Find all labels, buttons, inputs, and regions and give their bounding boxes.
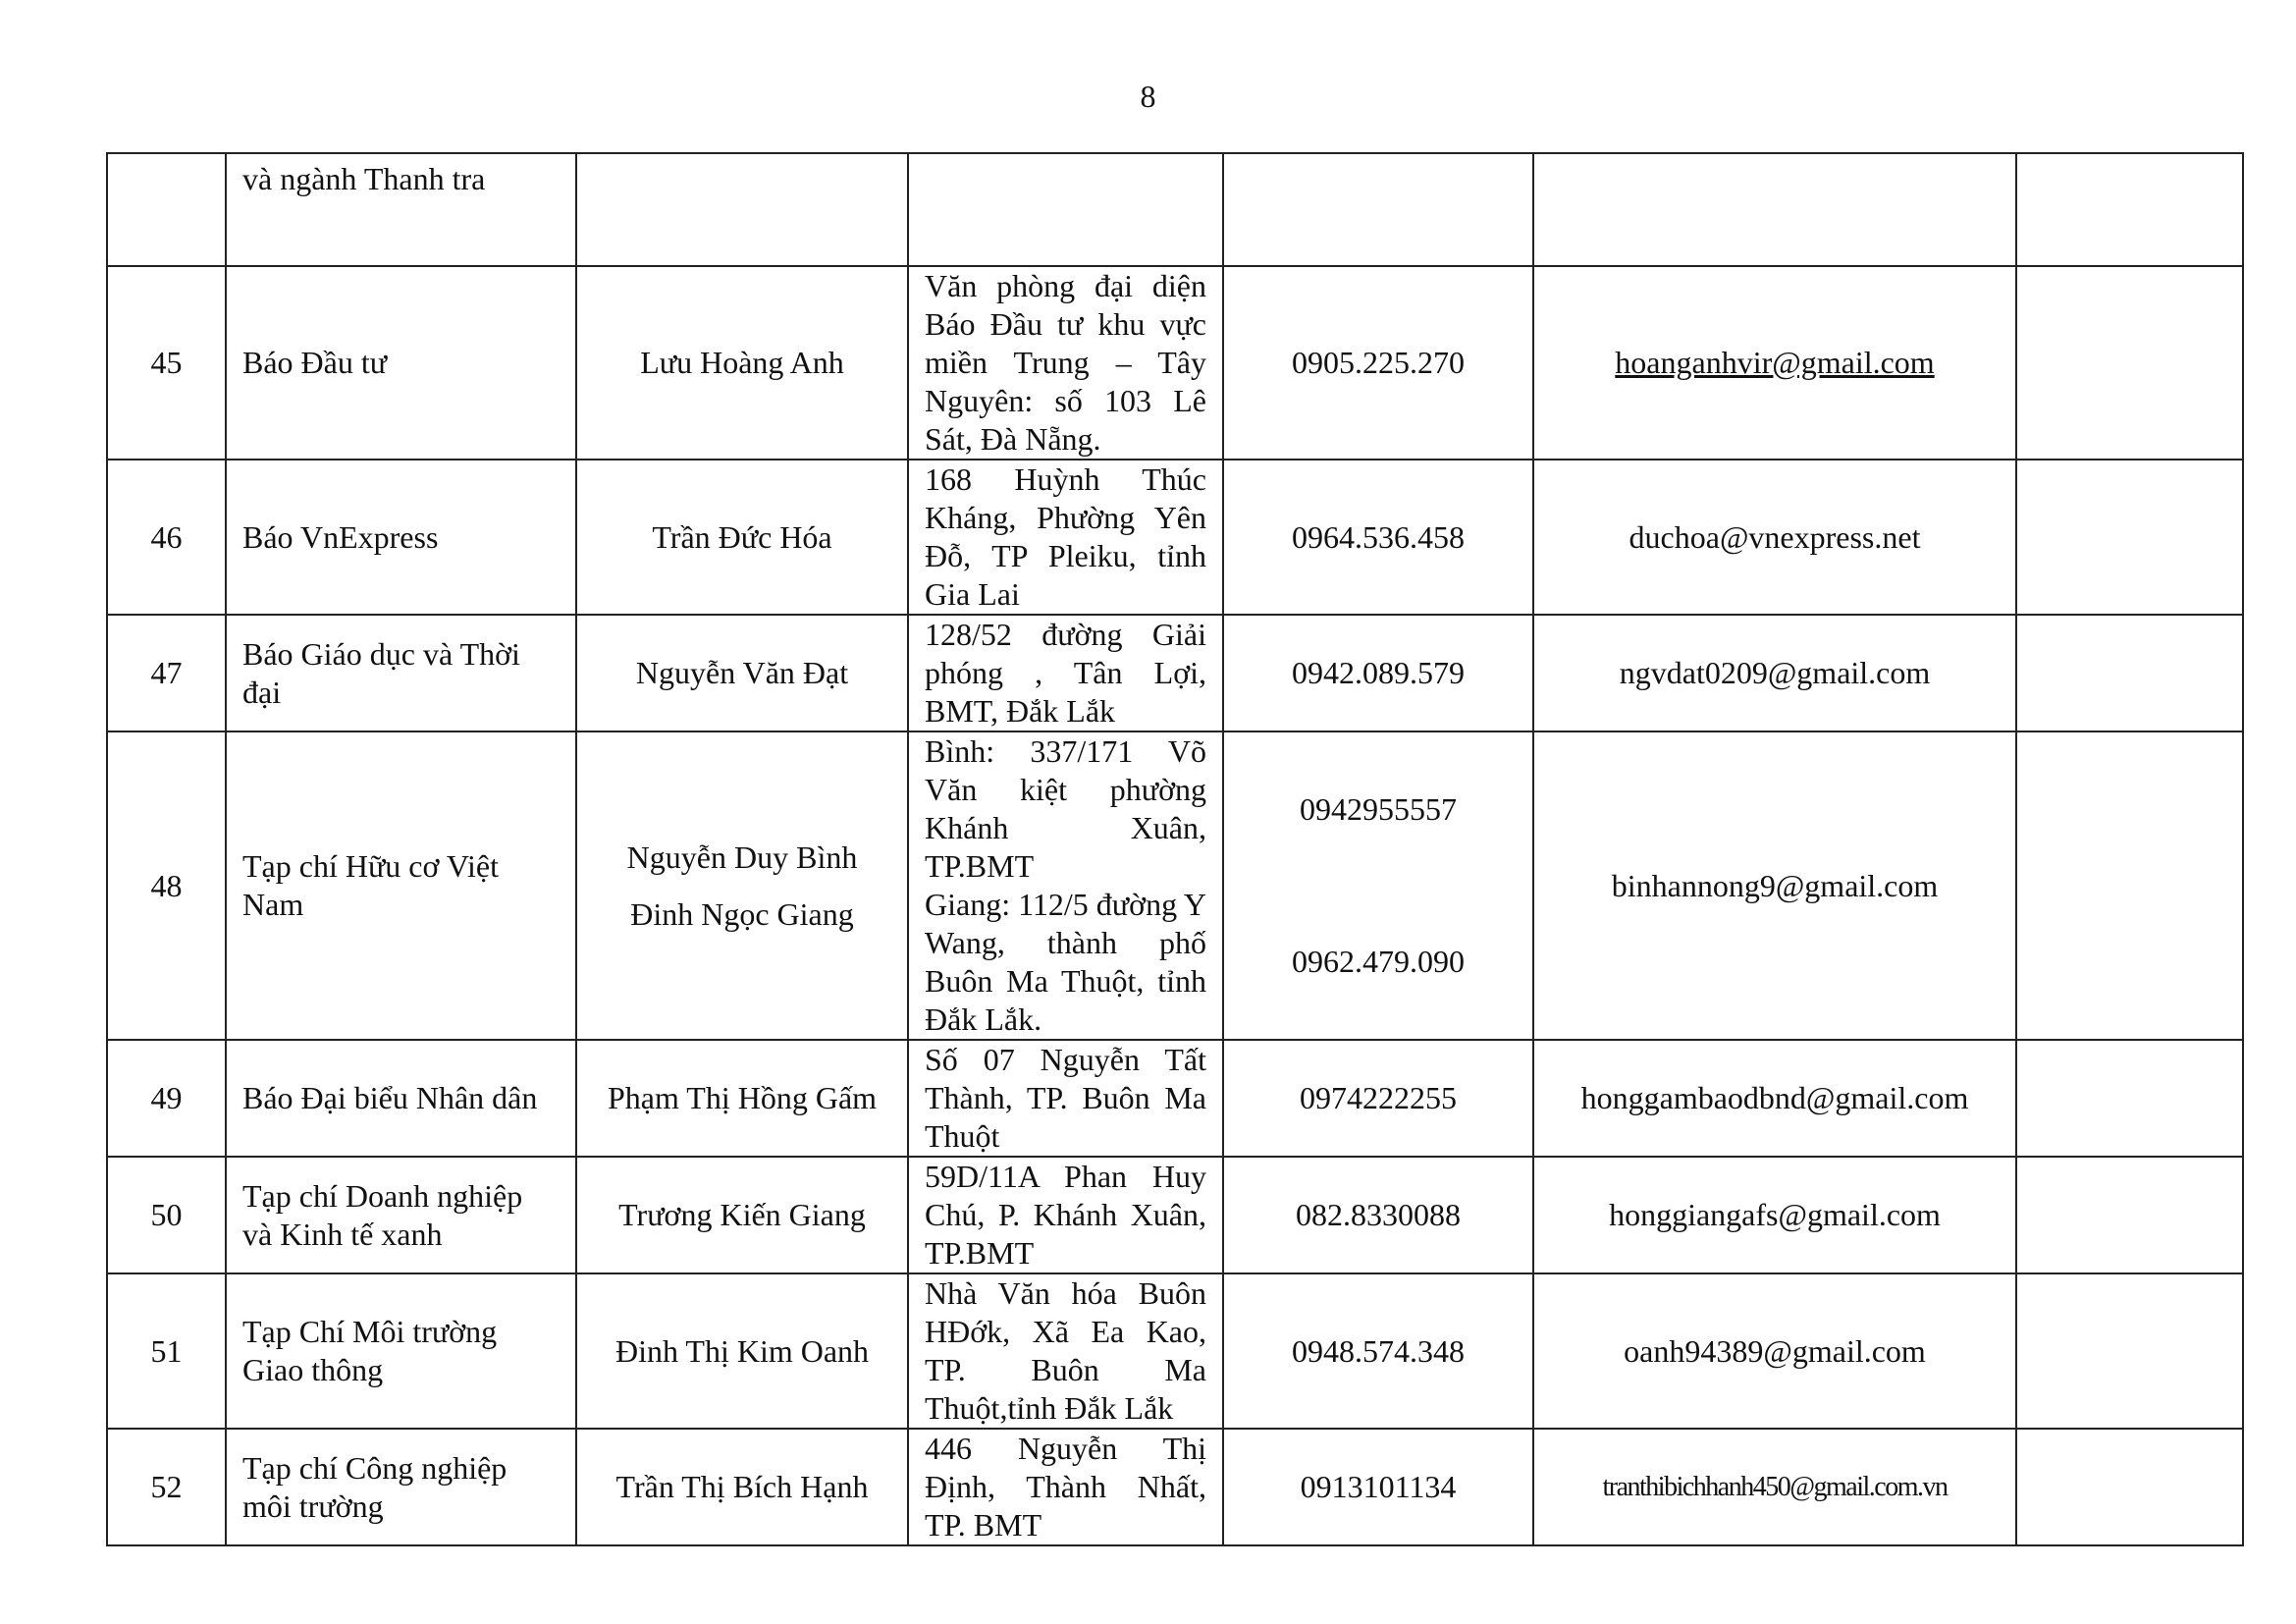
- table-row-continuation: [107, 153, 2243, 266]
- cell-address: 168 Huỳnh Thúc Kháng, Phường Yên Đỗ, TP Pleiku, tỉnh Gia Lai: [908, 460, 1223, 615]
- table-row: [107, 731, 2243, 1040]
- table-row: [107, 615, 2243, 731]
- cell-person: Phạm Thị Hồng Gấm: [576, 1040, 908, 1157]
- cell-no: 52: [107, 1429, 226, 1545]
- cell-email: ngvdat0209@gmail.com: [1533, 615, 2016, 731]
- cell-phone: [1223, 731, 1533, 1040]
- cell-person: Nguyễn Văn Đạt: [576, 615, 908, 731]
- cell-note: [2016, 1429, 2243, 1545]
- cell-phone: 0974222255: [1223, 1040, 1533, 1157]
- cell-note: [2016, 731, 2243, 1040]
- cell-phone: 082.8330088: [1223, 1157, 1533, 1273]
- cell-note: [2016, 266, 2243, 460]
- address-entry: Bình: 337/171 Võ Văn kiệt phường Khánh Xuân, TP.BMT: [925, 733, 1206, 884]
- table-row: [107, 460, 2243, 615]
- phone-number: 0942955557: [1300, 791, 1457, 827]
- cell-email: [1533, 266, 2016, 460]
- cell-phone: 0942.089.579: [1223, 615, 1533, 731]
- cell-address: Văn phòng đại diện Báo Đầu tư khu vực miền Trung – Tây Nguyên: số 103 Lê Sát, Đà Nẵng.: [908, 266, 1223, 460]
- cell-person: Trần Đức Hóa: [576, 460, 908, 615]
- cell-email: binhannong9@gmail.com: [1533, 731, 2016, 1040]
- press-contacts-table: [106, 152, 2244, 1546]
- cell-no: 45: [107, 266, 226, 460]
- cell-organization: Báo Giáo dục và Thời đại: [226, 615, 576, 731]
- cell-email: tranthibichhanh450@gmail.com.vn: [1533, 1429, 2016, 1545]
- cell-address: [908, 153, 1223, 266]
- cell-organization: Báo Đầu tư: [226, 266, 576, 460]
- cell-no: [107, 153, 226, 266]
- cell-note: [2016, 1273, 2243, 1429]
- cell-email: oanh94389@gmail.com: [1533, 1273, 2016, 1429]
- cell-person: Lưu Hoàng Anh: [576, 266, 908, 460]
- cell-organization: và ngành Thanh tra: [226, 153, 576, 266]
- table-row: [107, 266, 2243, 460]
- cell-address: 128/52 đường Giải phóng , Tân Lợi, BMT, Đắk Lắk: [908, 615, 1223, 731]
- cell-organization: Tạp chí Hữu cơ Việt Nam: [226, 731, 576, 1040]
- cell-phone: 0964.536.458: [1223, 460, 1533, 615]
- cell-person: Trần Thị Bích Hạnh: [576, 1429, 908, 1545]
- cell-person: Trương Kiến Giang: [576, 1157, 908, 1273]
- cell-no: 48: [107, 731, 226, 1040]
- cell-organization: Tạp chí Công nghiệp môi trường: [226, 1429, 576, 1545]
- cell-organization: Báo VnExpress: [226, 460, 576, 615]
- cell-no: 49: [107, 1040, 226, 1157]
- phone-number: 0962.479.090: [1292, 944, 1465, 979]
- cell-note: [2016, 153, 2243, 266]
- person-name: Đinh Ngọc Giang: [630, 895, 854, 932]
- cell-organization: Tạp Chí Môi trường Giao thông: [226, 1273, 576, 1429]
- cell-person: [576, 731, 908, 1040]
- cell-phone: 0905.225.270: [1223, 266, 1533, 460]
- cell-note: [2016, 1157, 2243, 1273]
- cell-email: duchoa@vnexpress.net: [1533, 460, 2016, 615]
- cell-address: 59D/11A Phan Huy Chú, P. Khánh Xuân, TP.BMT: [908, 1157, 1223, 1273]
- table-row: [107, 1040, 2243, 1157]
- cell-no: 47: [107, 615, 226, 731]
- table-row: [107, 1157, 2243, 1273]
- cell-phone: 0913101134: [1223, 1429, 1533, 1545]
- table-row: [107, 1429, 2243, 1545]
- cell-note: [2016, 1040, 2243, 1157]
- cell-person: Đinh Thị Kim Oanh: [576, 1273, 908, 1429]
- cell-email: honggambaodbnd@gmail.com: [1533, 1040, 2016, 1157]
- person-name: Nguyễn Duy Bình: [626, 839, 858, 875]
- cell-email: [1533, 153, 2016, 266]
- cell-no: 46: [107, 460, 226, 615]
- address-entry: Giang: 112/5 đường Y Wang, thành phố Buôn Ma Thuột, tỉnh Đắk Lắk.: [925, 887, 1206, 1037]
- cell-organization: Tạp chí Doanh nghiệp và Kinh tế xanh: [226, 1157, 576, 1273]
- table-row: [107, 1273, 2243, 1429]
- cell-phone: 0948.574.348: [1223, 1273, 1533, 1429]
- cell-note: [2016, 460, 2243, 615]
- cell-address: [908, 731, 1223, 1040]
- cell-organization: Báo Đại biểu Nhân dân: [226, 1040, 576, 1157]
- cell-no: 51: [107, 1273, 226, 1429]
- cell-address: 446 Nguyễn Thị Định, Thành Nhất, TP. BMT: [908, 1429, 1223, 1545]
- cell-email: honggiangafs@gmail.com: [1533, 1157, 2016, 1273]
- cell-address: Số 07 Nguyễn Tất Thành, TP. Buôn Ma Thuột: [908, 1040, 1223, 1157]
- cell-address: Nhà Văn hóa Buôn HĐớk, Xã Ea Kao, TP. Buôn Ma Thuột,tỉnh Đắk Lắk: [908, 1273, 1223, 1429]
- cell-phone: [1223, 153, 1533, 266]
- email-link[interactable]: hoanganhvir@gmail.com: [1615, 345, 1935, 380]
- page-number: 8: [1140, 79, 1156, 114]
- cell-no: 50: [107, 1157, 226, 1273]
- cell-person: [576, 153, 908, 266]
- cell-note: [2016, 615, 2243, 731]
